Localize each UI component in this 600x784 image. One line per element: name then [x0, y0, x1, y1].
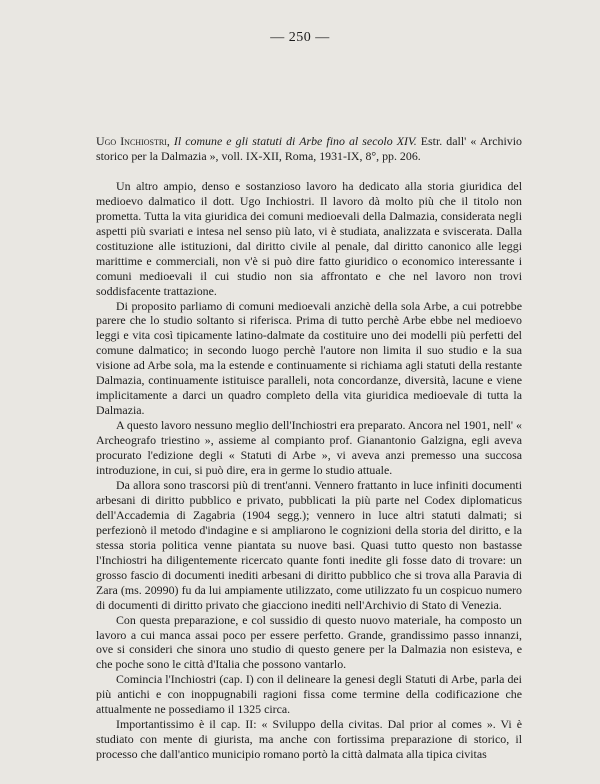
- paragraph-2: Di proposito parliamo di comuni medioevali anzichè della sola Arbe, a cui potrebbe parere che lo studio soltanto si riferisca. Prima di tutto perchè Arbe ebbe nel medioevo leggi e vita così tipicamente latino-dalmate da costituire uno dei modelli più perfetti del comune dalmatico; in secondo luogo perchè l'autore non limita il suo studio e la sua visione ad Arbe sola, ma la estende e continuamente si richiama agli statuti della restante Dalmazia, continuamente istituisce paralleli, nota concordanze, diversità, lacune e viene implicitamente a darci un quadro completo della vita giuridica medioevale di tutta la Dalmazia.: [96, 298, 522, 418]
- work-title: Il comune e gli statuti di Arbe fino al secolo XIV.: [173, 134, 417, 148]
- paragraph-1: Un altro ampio, denso e sostanzioso lavoro ha dedicato alla storia giuridica del medioevo dalmatico il dott. Ugo Inchiostri. Il lavoro dà molto più che il titolo non prometta. Tutta la vita giuridica dei comuni medioevali della Dalmazia, considerata negli aspetti più svariati e intesa nel senso più lato, vi è studiata, analizzata e sviscerata. Dalla costituzione alle istituzioni, dal diritto civile al penale, dal diritto canonico alle leggi marittime e commerciali, non v'è si può dire fatto giuridico o economico interessante i comuni medioevali il cui studio non sia affrontato e che nel lavoro non trovi soddisfacente trattazione.: [96, 178, 522, 298]
- paragraph-3: A questo lavoro nessuno meglio dell'Inchiostri era preparato. Ancora nel 1901, nell' « Archeografo triestino », assieme al compianto prof. Gianantonio Galzigna, egli aveva procurato l'edizione degli « Statuti di Arbe », vi aveva anzi premesso una succosa introduzione, in cui, si può dire, era in germe lo studio attuale.: [96, 418, 522, 478]
- review-body: [96, 134, 522, 762]
- paragraph-4: Da allora sono trascorsi più di trent'anni. Vennero frattanto in luce infiniti documenti arbesani di diritto pubblico e privato, pubblicati la più parte nel Codex diplomaticus dell'Accademia di Zagabria (1904 segg.); vennero in luce altri statuti dalmati; si perfezionò il metodo d'indagine e si ampliarono le cognizioni della storia del diritto, e la stessa storia politica venne piantata su nuove basi. Quasi tutto questo non bastasse l'Inchiostri ha diligentemente ricercato quante fonti inedite gli fosse dato di trovare: un grosso fascio di documenti inediti arbesani di diritto pubblico che si trova alla Paravia di Zara (ms. 20990) fu da lui ampiamente utilizzato, come utilizzato fu un cospicuo numero di documenti di diritto privato che giacciono inediti nell'Archivio di Stato di Venezia.: [96, 477, 522, 612]
- page-number: — 250 —: [270, 30, 330, 45]
- publication-details: Estr. dall' « Archivio storico per la Dalmazia », voll. IX-XII, Roma, 1931-IX, 8°, pp. 206.: [96, 134, 522, 163]
- bibliographic-entry: [96, 134, 522, 164]
- review-author: Ugo Inchiostri,: [96, 134, 170, 148]
- paragraph-6: Comincia l'Inchiostri (cap. I) con il delineare la genesi degli Statuti di Arbe, parla dei più antichi e con inoppugnabili ragioni fissa come termine della codificazione che attualmente ne possediamo il 1325 circa.: [96, 672, 522, 717]
- paragraph-5: Con questa preparazione, e col sussidio di questo nuovo materiale, ha composto un lavoro a cui manca assai poco per essere perfetto. Grande, grandissimo passo innanzi, ove si consideri che sinora uno studio di questo genere per la Dalmazia non esisteva, e che poche sono le città d'Italia che possono vantarlo.: [96, 612, 522, 672]
- paragraph-7: Importantissimo è il cap. II: « Sviluppo della civitas. Dal prior al comes ». Vi è studiato con mente di giurista, ma anche con fortissima preparazione di storico, il processo che dall'antico municipio romano portò la città dalmata alla tipica civitas: [96, 717, 522, 762]
